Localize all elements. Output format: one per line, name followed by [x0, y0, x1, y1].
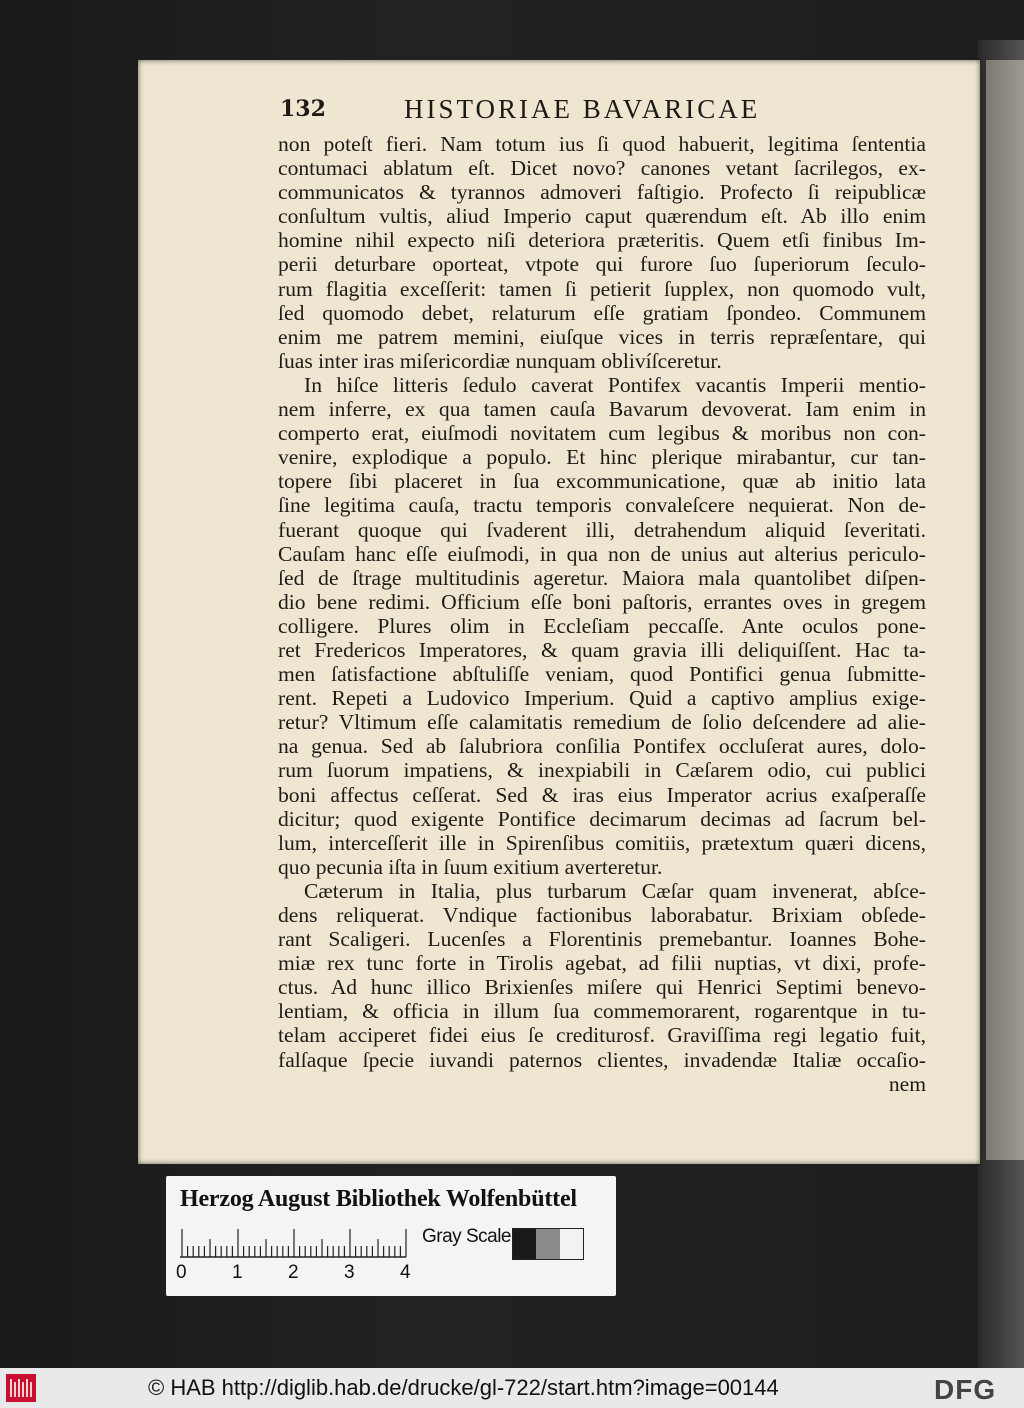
text-line: topere ſibi placeret in ſua excommunicatione, quæ ab initio lata — [278, 469, 926, 494]
text-line: enim me patrem memini, eiuſque vices in terris repræſentare, qui — [278, 324, 926, 349]
text-line: rum ſuorum impatiens, & inexpiabili in Cæſarem odio, cui publici — [278, 758, 926, 783]
running-title: HISTORIAE BAVARICAE — [404, 94, 761, 124]
text-line: ſed de ſtrage multitudinis ageretur. Maiora mala quantolibet diſpen- — [278, 565, 926, 590]
text-line: falſaque ſpecie iuvandi paternos clientes, invadendæ Italiæ occaſio- — [278, 1047, 926, 1072]
text-line: men ſatisfactione abſtuliſſe veniam, quod Pontifici genua ſubmitte- — [278, 662, 926, 687]
book-page — [138, 60, 980, 1164]
text-line: contumaci ablatum eſt. Dicet novo? canones vetant ſacrilegos, ex- — [278, 156, 926, 181]
text-line: Cæterum in Italia, plus turbarum Cæſar quam invenerat, abſce- — [304, 878, 926, 903]
text-line: In hiſce litteris ſedulo caverat Pontifex vacantis Imperii mentio- — [304, 372, 926, 397]
text-line: lentiam, & officia in illum ſua commemorarent, rogarentque in tu- — [278, 999, 926, 1024]
facing-page-edge — [986, 60, 1024, 1160]
text-line: rent. Repeti a Ludovico Imperium. Quid a captivo amplius exige- — [278, 686, 926, 711]
scale-number: 2 — [288, 1262, 299, 1283]
color-calibration-card — [166, 1176, 616, 1296]
text-line: conſultum vultis, aliud Imperio caput quærendum eſt. Ab illo enim — [278, 204, 926, 229]
page-text — [278, 132, 926, 1096]
text-line: telam acciperet fidei eius ſe crediturosf. Graviſſima regi legatio fuit, — [278, 1023, 926, 1048]
scale-number: 0 — [176, 1262, 187, 1283]
scale-number: 3 — [344, 1262, 355, 1283]
text-line: colligere. Plures olim in Eccleſiam peccaſſe. Ante oculos pone- — [278, 613, 926, 638]
text-line: Cauſam hanc eſſe eiuſmodi, in qua non de unius aut alterius periculo- — [278, 541, 926, 566]
scale-numbers — [176, 1262, 416, 1284]
gray-scale-label: Gray Scale — [422, 1226, 511, 1247]
text-line: dicitur; quod exigente Pontifice decimarum decimas ad ſacrum bel- — [278, 806, 926, 831]
scale-number: 1 — [232, 1262, 243, 1283]
gray-scale-swatches — [512, 1228, 584, 1260]
page-number: 132 — [280, 96, 326, 122]
text-line: dens reliquerat. Vndique factionibus laborabatur. Brixiam obſede- — [278, 903, 926, 927]
page-header — [280, 94, 840, 128]
hab-logo-icon[interactable] — [6, 1374, 36, 1402]
text-line: lum, interceſſerit ille in Spirenſibus comitiis, prætextum quæri dicens, — [278, 830, 926, 855]
text-line: comperto erat, eiuſmodi novitatem cum legibus & moribus non con- — [278, 421, 926, 446]
text-line: ſine legitima cauſa, tractu temporis convaleſcere nequierat. Non de- — [278, 493, 926, 518]
text-line: non poteſt fieri. Nam totum ius ſi quod habuerit, legitima ſententia — [278, 132, 926, 156]
citation-link[interactable]: © HAB http://diglib.hab.de/drucke/gl-722/start.htm?image=00144 — [148, 1375, 779, 1400]
text-line: homine nihil expecto niſi deteriora præteritis. Quem etſi finibus Im- — [278, 228, 926, 253]
text-line: quo pecunia iſta in ſuum exitium averteretur. — [278, 854, 663, 879]
footer-bar — [0, 1368, 1024, 1408]
text-line: nem — [888, 1071, 926, 1096]
text-line: ret Fredericos Imperatores, & quam gravia illi deliquiſſent. Hac ta- — [278, 637, 926, 662]
text-line: rum flagitia exceſſerit: tamen ſi petierit ſupplex, non quomodo vult, — [278, 276, 926, 301]
text-line: ſed quomodo debet, relaturum eſſe gratiam ſpondeo. Communem — [278, 300, 926, 325]
dfg-logo[interactable]: DFG — [934, 1374, 997, 1405]
text-line: boni affectus ceſſerat. Sed & iras eius Imperator acrius exaſperaſſe — [278, 782, 926, 807]
gray-swatch — [536, 1229, 559, 1259]
text-line: rant Scaligeri. Lucenſes a Florentinis premebantur. Ioannes Bohe- — [278, 927, 926, 952]
gray-swatch — [560, 1229, 583, 1259]
text-line: na genua. Sed ab ſalubriora conſilia Pontifex occluſerat aures, dolo- — [278, 734, 926, 759]
text-line: nem inferre, ex qua tamen cauſa Bavarum devoverat. Iam enim in — [278, 397, 926, 422]
scale-number: 4 — [400, 1262, 411, 1283]
text-line: miæ rex tunc forte in Tirolis agebat, ad filii nuptias, vt dixi, profe- — [278, 951, 926, 976]
library-name: Herzog August Bibliothek Wolfenbüttel — [180, 1186, 577, 1212]
text-line: dio bene redimi. Officium eſſe boni paſtoris, errantes oves in gregem — [278, 589, 926, 614]
gray-swatch — [513, 1229, 536, 1259]
text-line: communicatos & tyrannos admoveri faſtigio. Profecto ſi reipublicæ — [278, 180, 926, 205]
text-line: fuerant quoque qui ſvaderent illi, detrahendum aliquid ſeveritati. — [278, 517, 926, 542]
text-line: retur? Vltimum eſſe calamitatis remedium de ſolio deſcendere ad alie- — [278, 710, 926, 735]
text-line: venire, explodique a populo. Et hinc plerique mirabantur, cur tan- — [278, 445, 926, 470]
ruler-scale — [180, 1228, 410, 1258]
text-line: ſuas inter iras miſericordiæ nunquam oblivíſceretur. — [278, 348, 722, 373]
text-line: ctus. Ad hunc illico Brixienſes miſere qui Henrici Septimi benevo- — [278, 975, 926, 1000]
text-line: perii deturbare oporteat, vtpote qui furore ſuo ſuperiorum ſeculo- — [278, 252, 926, 277]
